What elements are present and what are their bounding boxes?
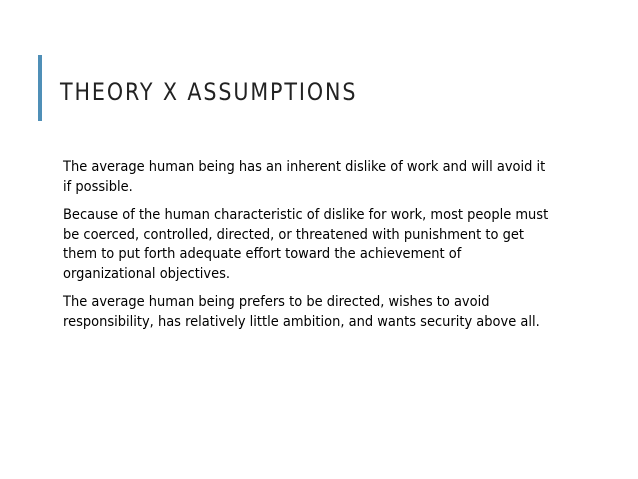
slide-title: THEORY X ASSUMPTIONS xyxy=(60,78,358,106)
paragraph-2: Because of the human characteristic of dislike for work, most people must be coerced, controlled, directed, or threatened with punishment to get them to put forth adequate effort toward the achievement of organizational objectives. xyxy=(63,207,549,282)
title-accent-bar xyxy=(38,55,42,121)
paragraph-1: The average human being has an inherent dislike of work and will avoid it if possible. xyxy=(63,159,546,195)
slide-body xyxy=(63,158,563,341)
paragraph-3: The average human being prefers to be directed, wishes to avoid responsibility, has relatively little ambition, and wants security above all. xyxy=(63,294,540,330)
